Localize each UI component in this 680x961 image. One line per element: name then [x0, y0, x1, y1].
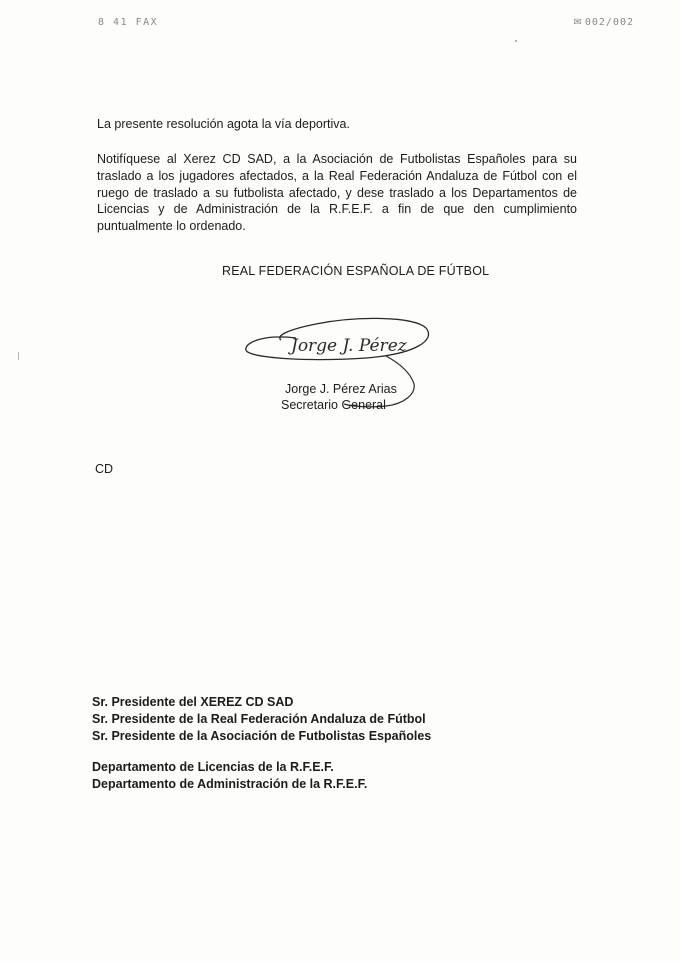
scan-speck [18, 352, 19, 360]
recipient-item: Sr. Presidente de la Real Federación Andaluza de Fútbol [92, 712, 426, 726]
fax-page-number: 002/002 [584, 17, 634, 28]
notification-paragraph: Notifíquese al Xerez CD SAD, a la Asociación de Futbolistas Españoles para su traslado a los jugadores afectados, a la Real Federación Andaluza de Fútbol con el ruego de traslado a su futbolista afectado, y dese traslado a los Departamentos de Licencias y de Administración de la R.F.E.F. a fin de que den cumplimiento puntualmente lo ordenado. [97, 152, 577, 234]
signer-title: Secretario General [281, 398, 386, 412]
cc-label: CD [95, 462, 114, 476]
fax-header-page [573, 17, 634, 28]
scan-speck [515, 40, 517, 42]
fax-header-time: 8 41 FAX [98, 17, 159, 28]
recipient-item: Sr. Presidente del XEREZ CD SAD [92, 695, 294, 709]
department-item: Departamento de Administración de la R.F.E.F. [92, 777, 368, 791]
fax-mark-icon: ✉ [573, 17, 583, 28]
signature-script: Jorge J. Pérez [291, 336, 407, 356]
resolution-paragraph: La presente resolución agota la vía deportiva. [97, 117, 350, 131]
recipient-item: Sr. Presidente de la Asociación de Futbolistas Españoles [92, 729, 432, 743]
signer-name: Jorge J. Pérez Arias [285, 382, 397, 396]
department-item: Departamento de Licencias de la R.F.E.F. [92, 760, 334, 774]
recipients-list [92, 694, 431, 745]
departments-list [92, 759, 367, 793]
organization-name: REAL FEDERACIÓN ESPAÑOLA DE FÚTBOL [222, 264, 490, 278]
